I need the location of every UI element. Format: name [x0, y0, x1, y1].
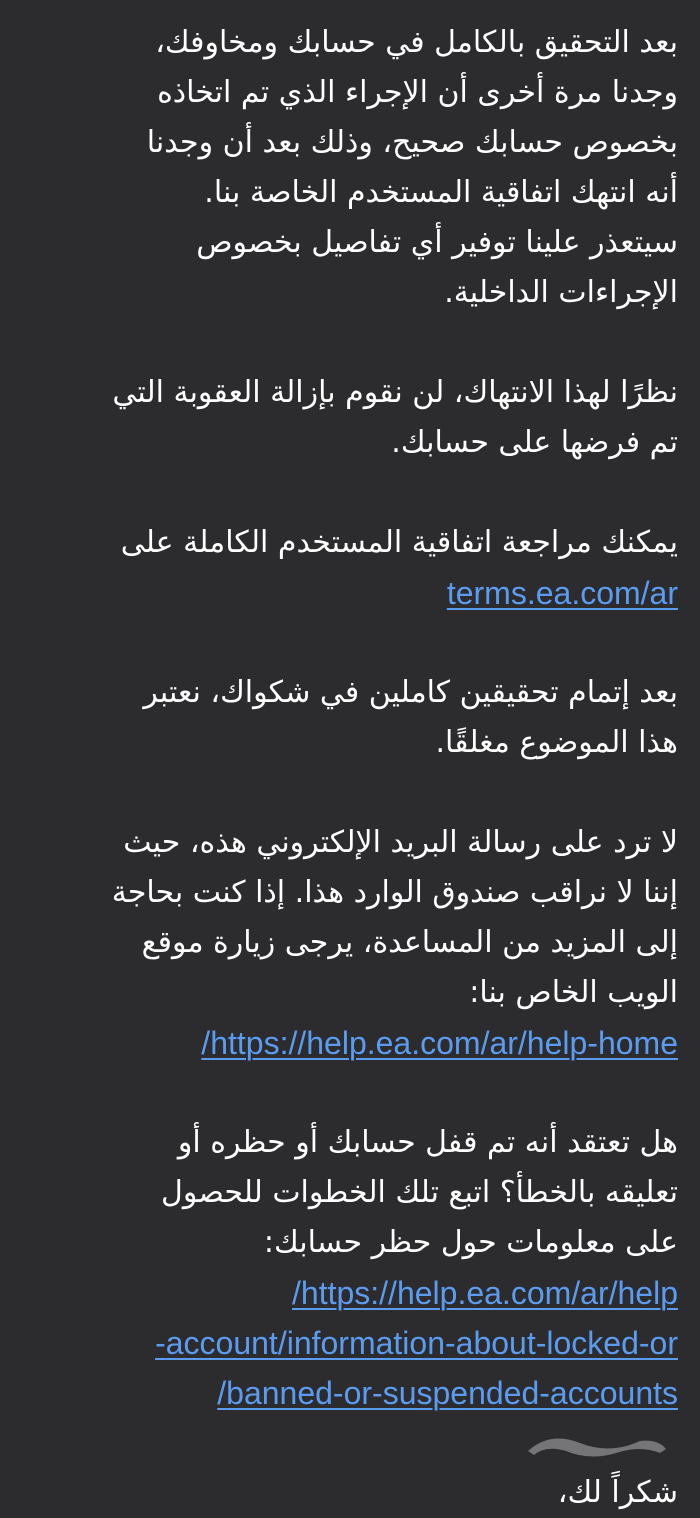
text-line: تعليقه بالخطأ؟ اتبع تلك الخطوات للحصول — [161, 1175, 678, 1210]
paragraph-banned-info — [8, 1118, 678, 1418]
terms-link[interactable]: terms.ea.com/ar — [446, 575, 678, 611]
text-line: بخصوص حسابك صحيح، وذلك بعد أن وجدنا — [146, 125, 678, 160]
closing-text: شكراً لك، — [557, 1475, 678, 1510]
text-line: بعد التحقيق بالكامل في حسابك ومخاوفك، — [155, 25, 678, 60]
text-line: بعد إتمام تحقيقين كاملين في شكواك، نعتبر — [143, 675, 678, 710]
text-line: إننا لا نراقب صندوق الوارد هذا. إذا كنت بحاجة — [111, 875, 678, 910]
text-line: لا ترد على رسالة البريد الإلكتروني هذه، حيث — [123, 825, 678, 860]
text-line: الويب الخاص بنا: — [469, 975, 678, 1010]
email-message-body — [8, 18, 678, 1518]
text-line: يمكنك مراجعة اتفاقية المستخدم الكاملة على — [120, 525, 678, 560]
banned-accounts-link-line[interactable]: banned-or-suspended-accounts/ — [217, 1375, 678, 1411]
text-line: على معلومات حول حظر حسابك: — [263, 1225, 678, 1260]
help-home-link[interactable]: https://help.ea.com/ar/help-home/ — [201, 1025, 678, 1061]
paragraph-penalty — [8, 368, 678, 468]
paragraph-closing — [8, 1468, 678, 1518]
text-line: سيتعذر علينا توفير أي تفاصيل بخصوص — [196, 225, 678, 260]
text-line: وجدنا مرة أخرى أن الإجراء الذي تم اتخاذه — [157, 75, 678, 110]
site-logo-watermark-icon — [520, 1423, 670, 1463]
paragraph-closed — [8, 668, 678, 768]
paragraph-investigation-result — [8, 18, 678, 318]
text-line: هل تعتقد أنه تم قفل حسابك أو حظره أو — [177, 1125, 678, 1160]
text-line: أنه انتهك اتفاقية المستخدم الخاصة بنا. — [204, 175, 678, 210]
text-line: الإجراءات الداخلية. — [444, 275, 678, 310]
text-line: هذا الموضوع مغلقًا. — [435, 725, 678, 760]
text-line: تم فرضها على حسابك. — [391, 425, 678, 460]
banned-accounts-link-line[interactable]: https://help.ea.com/ar/help/ — [292, 1275, 678, 1311]
paragraph-terms — [8, 518, 678, 618]
paragraph-do-not-reply — [8, 818, 678, 1068]
text-line: إلى المزيد من المساعدة، يرجى زيارة موقع — [141, 925, 678, 960]
text-line: نظرًا لهذا الانتهاك، لن نقوم بإزالة العقوبة التي — [112, 375, 678, 410]
banned-accounts-link-line[interactable]: account/information-about-locked-or- — [155, 1325, 678, 1361]
